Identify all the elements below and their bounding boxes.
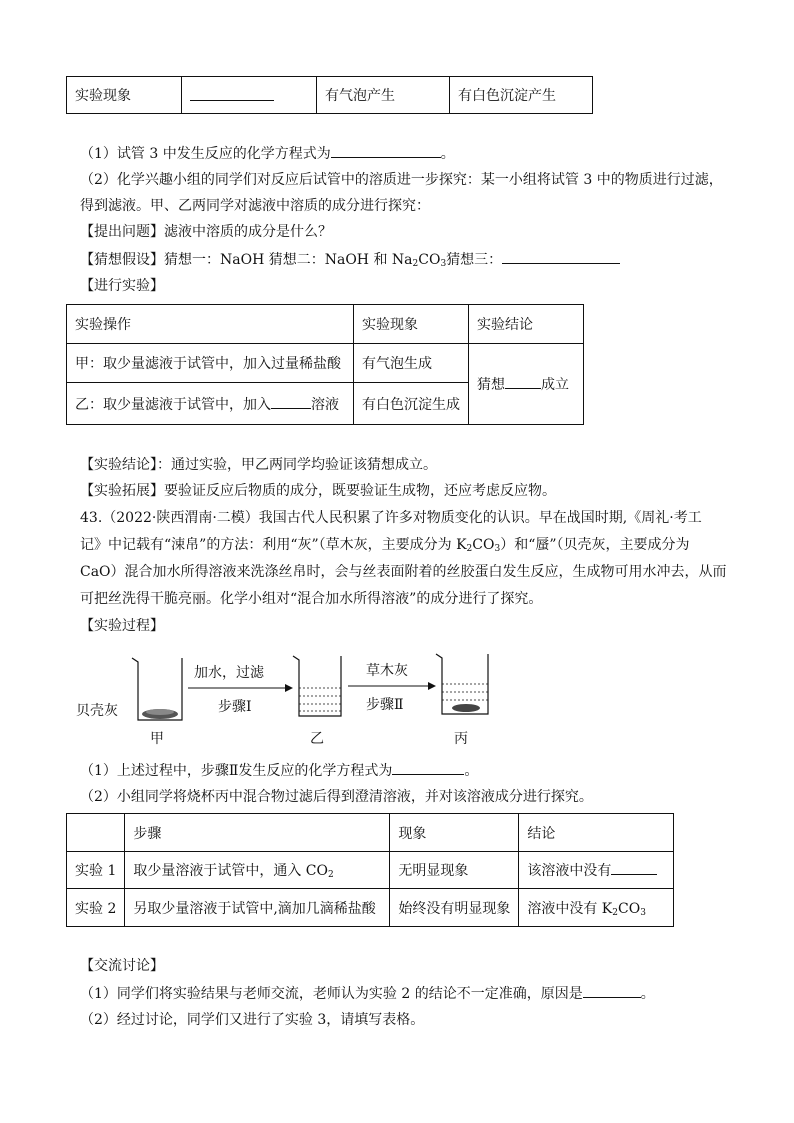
beaker-bing: [436, 654, 488, 714]
process-question-2: （2）小组同学将烧杯丙中混合物过滤后得到澄清溶液，并对该溶液成分进行探究。: [80, 789, 593, 805]
table-header: 结论: [519, 814, 674, 852]
table-cell: 有白色沉淀生成: [354, 383, 469, 425]
table-cell: 有气泡产生: [317, 77, 450, 114]
answer-blank[interactable]: [505, 374, 541, 389]
table-header: 步骤: [125, 814, 390, 852]
table-cell: 乙：取少量滤液于试管中，加入 溶液: [67, 383, 354, 425]
table-cell: 有气泡生成: [354, 344, 469, 383]
question-2-line1: （2）化学兴趣小组的同学们对反应后试管中的溶质进一步探究：某一小组将试管 3 中的物质进行过滤，: [80, 172, 723, 188]
top-table: [66, 76, 593, 114]
table-header: 实验现象: [354, 305, 469, 344]
experiment-conclusion: 【实验结论】：通过实验，甲乙两同学均验证该猜想成立。: [80, 457, 437, 473]
conclusion-cell: 猜想 成立: [469, 344, 584, 425]
experiment-extension: 【实验拓展】要验证反应后物质的成分，既要验证生成物，还应考虑反应物。: [80, 483, 556, 499]
step2-top-label: 草木灰: [366, 663, 408, 679]
answer-blank[interactable]: [502, 249, 620, 264]
blank-cell[interactable]: [182, 77, 317, 114]
table-cell: 取少量溶液于试管中，通入 $CO_2$: [125, 852, 390, 889]
do-experiment-heading: 【进行实验】: [80, 278, 164, 294]
q43-line1: 43.（2022·陕西渭南·二模）我国古代人民积累了许多对物质变化的认识。早在战国时期,《周礼·考工: [80, 510, 702, 526]
table-cell: 溶液中没有 $K_2CO_3$: [519, 889, 674, 927]
step-table: [66, 813, 674, 927]
table-cell: 另取少量溶液于试管中,滴加几滴稀盐酸: [125, 889, 390, 927]
answer-blank[interactable]: [331, 143, 441, 158]
row-label: 实验 2: [67, 889, 125, 927]
table-cell: 始终没有明显现象: [390, 889, 519, 927]
beaker-jia: [132, 658, 182, 720]
row-label: 实验现象: [67, 77, 182, 114]
table-header: 现象: [390, 814, 519, 852]
process-question-1: （1）上述过程中，步骤Ⅱ发生反应的化学方程式为 。: [80, 760, 478, 781]
beakers-svg: [70, 648, 510, 728]
shell-ash-label: 贝壳灰: [76, 703, 118, 719]
question-1: （1）试管 3 中发生反应的化学方程式为 。: [80, 143, 455, 164]
beaker-yi: [293, 656, 341, 716]
step2-bottom-label: 步骤Ⅱ: [366, 697, 404, 713]
table-header: [67, 814, 125, 852]
row-label: 实验 1: [67, 852, 125, 889]
discuss-heading: 【交流讨论】: [80, 958, 164, 974]
step1-top-label: 加水，过滤: [194, 665, 264, 681]
beaker-label-jia: 甲: [150, 731, 164, 747]
ask-question: 【提出问题】滤液中溶质的成分是什么？: [80, 224, 332, 240]
q43-line2: 记》中记载有“涑帛”的方法：利用“灰”（草木灰，主要成分为 $K_2CO_3$）和“蜃”（贝壳灰，主要成分为: [80, 537, 690, 554]
table-cell: 有白色沉淀产生: [450, 77, 593, 114]
answer-blank[interactable]: [392, 760, 464, 775]
process-heading: 【实验过程】: [80, 618, 164, 634]
experiment-diagram: [70, 648, 510, 748]
answer-blank[interactable]: [271, 394, 311, 409]
table-cell: 无明显现象: [390, 852, 519, 889]
question-2-line2: 得到滤液。甲、乙两同学对滤液中溶质的成分进行探究：: [80, 198, 430, 214]
q43-line4: 可把丝洗得干脆亮丽。化学小组对“混合加水所得溶液”的成分进行了探究。: [80, 591, 543, 607]
table-header: 实验结论: [469, 305, 584, 344]
hypothesis: 【猜想假设】猜想一：NaOH 猜想二：NaOH 和 $Na_2CO_3$猜想三：: [80, 249, 620, 270]
table-header: 实验操作: [67, 305, 354, 344]
q43-line3: CaO）混合加水所得溶液来洗涤丝帛时，会与丝表面附着的丝胶蛋白发生反应，生成物可用水冲去，从而: [80, 564, 727, 580]
answer-blank[interactable]: [583, 983, 641, 998]
answer-blank[interactable]: [611, 860, 657, 875]
table-cell: 该溶液中没有: [519, 852, 674, 889]
step1-bottom-label: 步骤Ⅰ: [218, 699, 252, 715]
beaker-label-yi: 乙: [310, 731, 324, 747]
discuss-question-2: （2）经过讨论，同学们又进行了实验 3，请填写表格。: [80, 1012, 425, 1028]
discuss-question-1: （1）同学们将实验结果与老师交流，老师认为实验 2 的结论不一定准确，原因是 。: [80, 983, 655, 1004]
experiment-table: [66, 304, 584, 425]
table-cell: 甲：取少量滤液于试管中，加入过量稀盐酸: [67, 344, 354, 383]
beaker-label-bing: 丙: [454, 731, 468, 747]
